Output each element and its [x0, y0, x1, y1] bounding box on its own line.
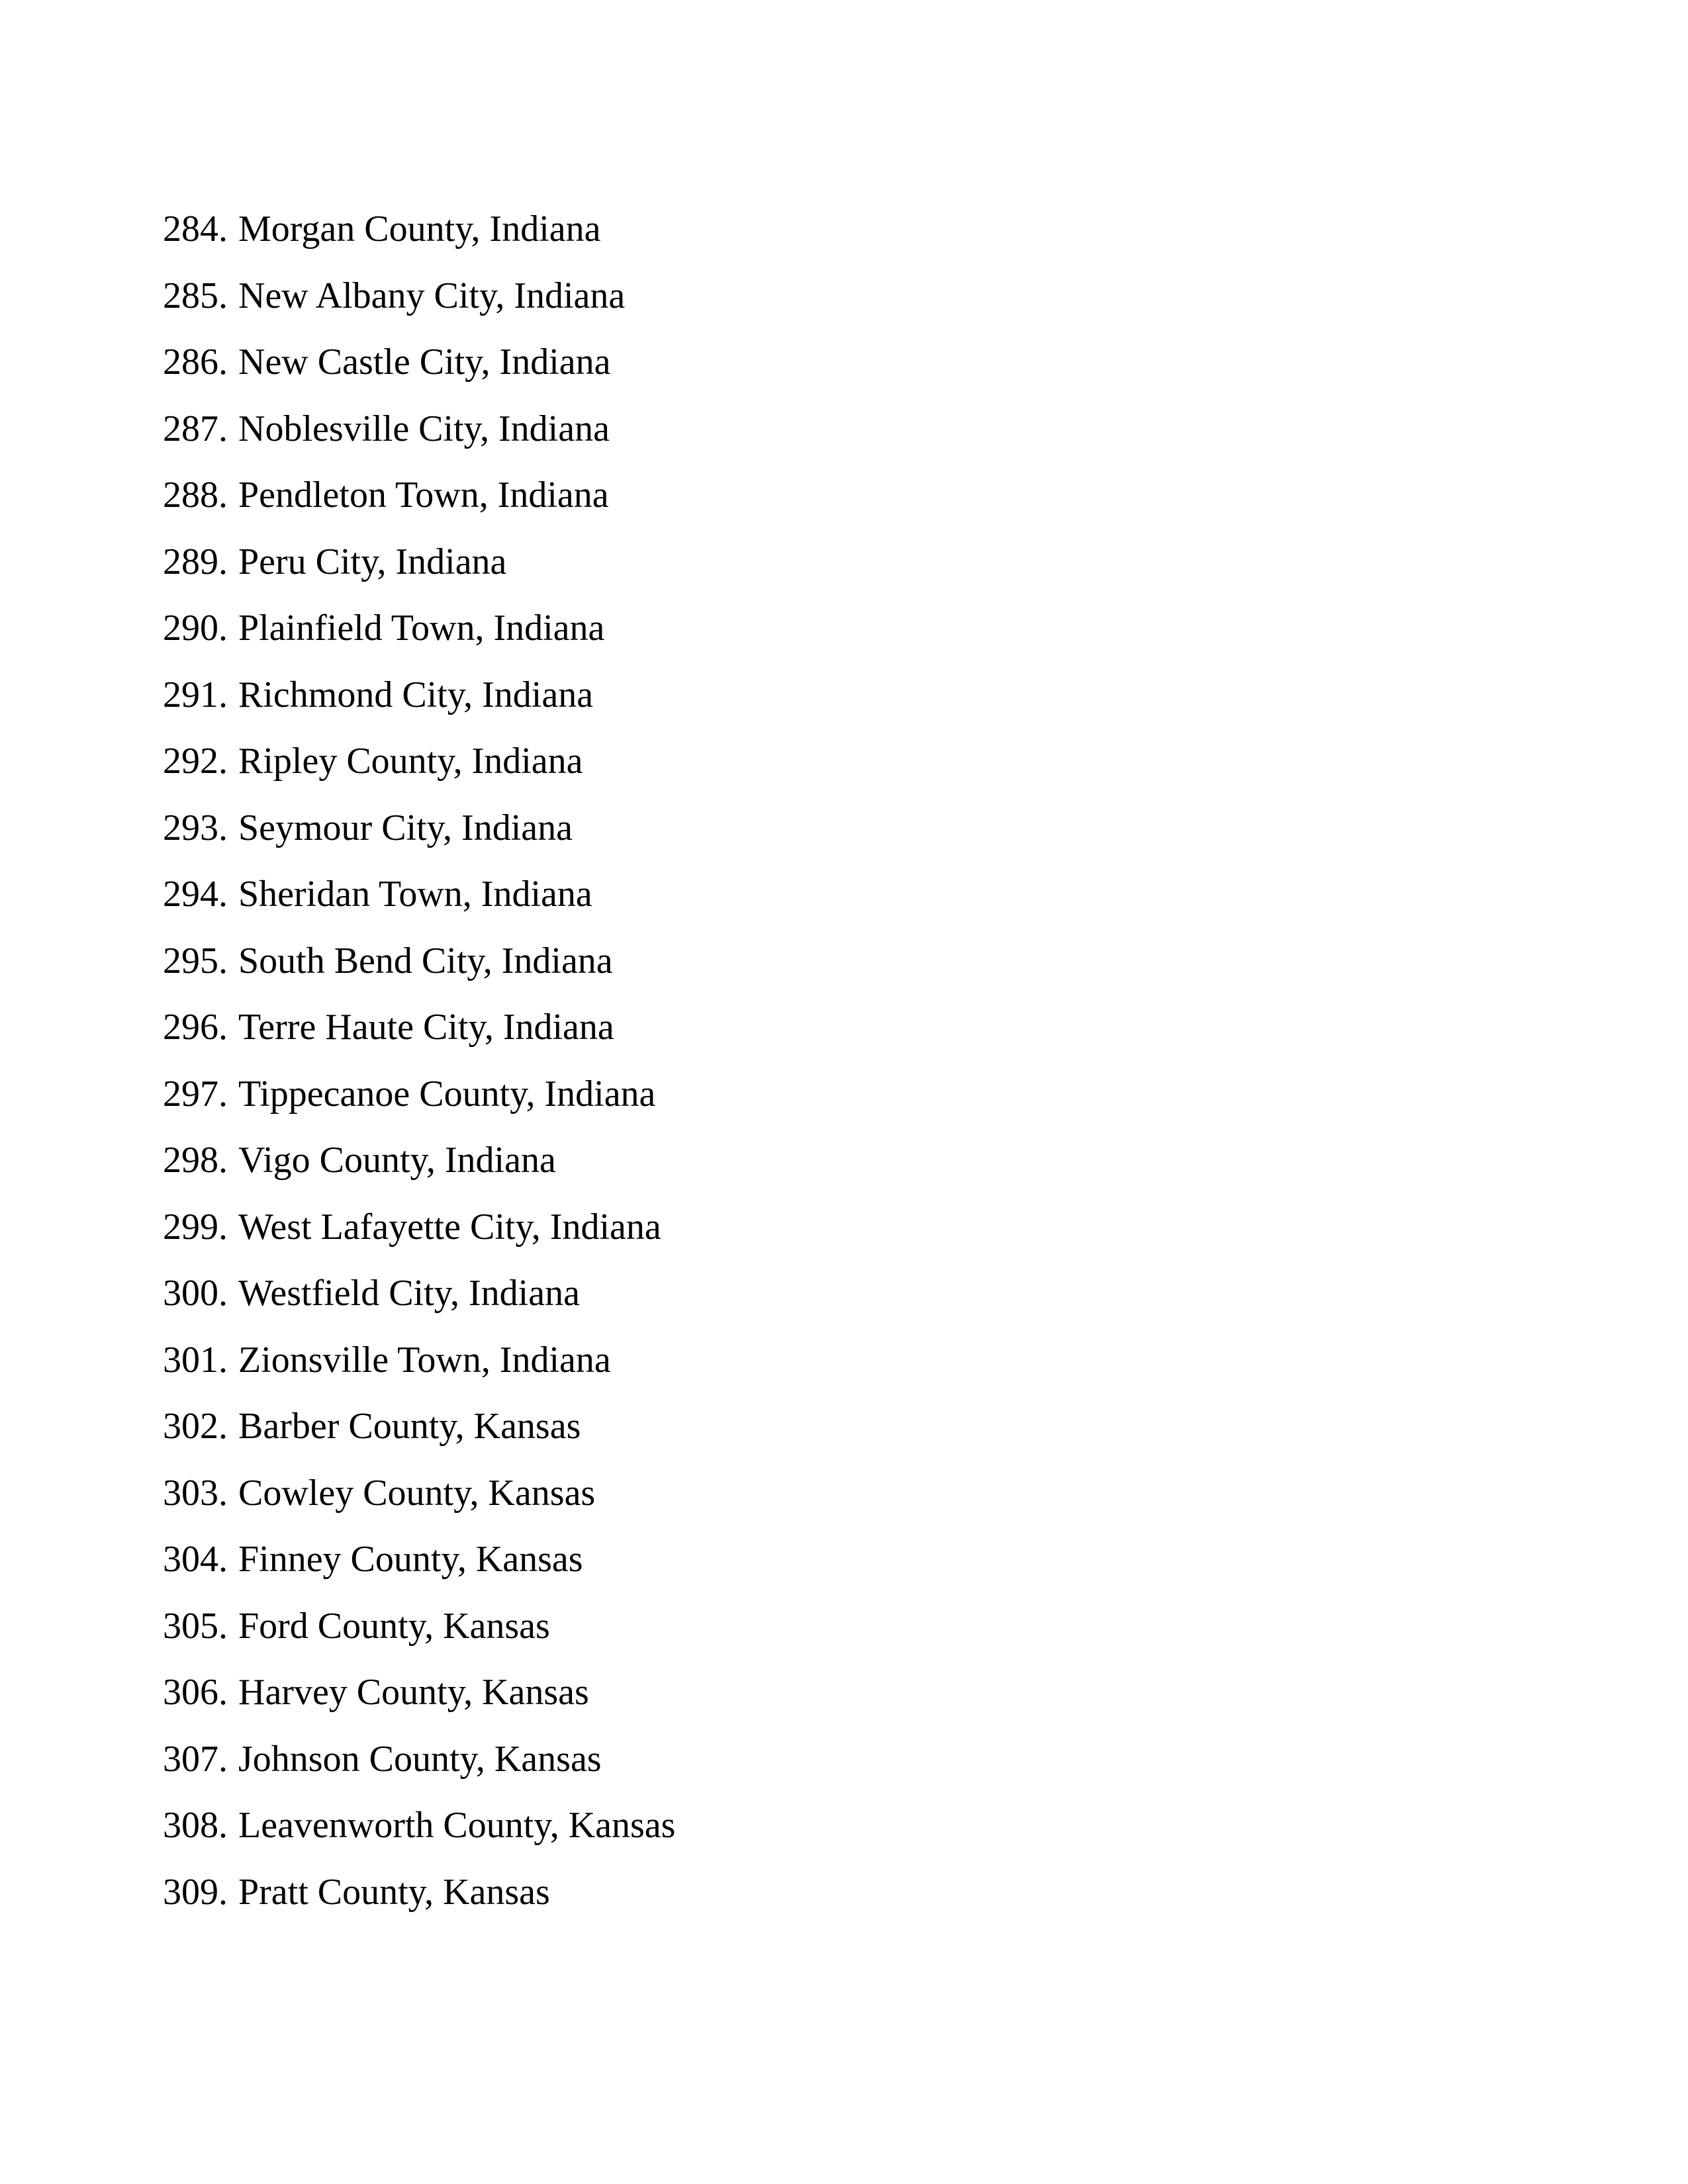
- list-item: [163, 1327, 675, 1394]
- list-item-text: Sheridan Town, Indiana: [238, 874, 592, 915]
- list-item: [163, 1593, 675, 1660]
- list-item: [163, 1460, 675, 1527]
- list-item-text: New Albany City, Indiana: [238, 275, 626, 316]
- list-item-text: Morgan County, Indiana: [238, 208, 601, 250]
- list-item-number: 305.: [163, 1605, 228, 1647]
- list-item: [163, 728, 675, 795]
- list-item: [163, 1061, 675, 1128]
- list-item: [163, 1659, 675, 1726]
- list-item: [163, 861, 675, 928]
- list-item-number: 301.: [163, 1339, 228, 1381]
- list-item-text: Ford County, Kansas: [238, 1605, 550, 1647]
- list-item-text: Terre Haute City, Indiana: [238, 1007, 614, 1048]
- list-item-text: Peru City, Indiana: [238, 541, 507, 582]
- list-item-text: South Bend City, Indiana: [238, 940, 613, 981]
- list-item: [163, 994, 675, 1061]
- list-item-text: Richmond City, Indiana: [238, 674, 594, 715]
- list-item: [163, 795, 675, 862]
- list-item: [163, 1393, 675, 1460]
- list-item-text: Pratt County, Kansas: [238, 1871, 550, 1913]
- list-item-number: 300.: [163, 1273, 228, 1314]
- list-item: [163, 462, 675, 529]
- list-item-number: 306.: [163, 1672, 228, 1713]
- list-item-number: 285.: [163, 275, 228, 316]
- list-item-number: 287.: [163, 408, 228, 449]
- list-item: [163, 928, 675, 995]
- list-item-number: 307.: [163, 1738, 228, 1780]
- list-item: [163, 1260, 675, 1327]
- list-item: [163, 662, 675, 729]
- list-item: [163, 329, 675, 396]
- list-item-text: Pendleton Town, Indiana: [238, 475, 609, 516]
- list-item-text: Westfield City, Indiana: [238, 1273, 580, 1314]
- list-item-number: 303.: [163, 1472, 228, 1514]
- list-item: [163, 1726, 675, 1793]
- list-item: [163, 1127, 675, 1194]
- list-item-number: 291.: [163, 674, 228, 715]
- list-item-number: 290.: [163, 608, 228, 649]
- list-item-number: 308.: [163, 1805, 228, 1846]
- list-item: [163, 263, 675, 330]
- list-item: [163, 1526, 675, 1593]
- list-item-number: 295.: [163, 940, 228, 981]
- list-item-text: New Castle City, Indiana: [238, 341, 611, 383]
- list-item-number: 299.: [163, 1206, 228, 1248]
- list-item: [163, 1792, 675, 1859]
- list-item-number: 304.: [163, 1539, 228, 1580]
- list-item-text: Harvey County, Kansas: [238, 1672, 589, 1713]
- list-item-text: Vigo County, Indiana: [238, 1140, 556, 1181]
- list-item-text: Noblesville City, Indiana: [238, 408, 610, 449]
- list-item-text: Ripley County, Indiana: [238, 741, 583, 782]
- list-item-number: 294.: [163, 874, 228, 915]
- list-item-text: Tippecanoe County, Indiana: [238, 1073, 656, 1115]
- list-item-number: 293.: [163, 807, 228, 848]
- list-item-text: Barber County, Kansas: [238, 1406, 581, 1447]
- list-item-text: Seymour City, Indiana: [238, 807, 573, 848]
- list-item-number: 284.: [163, 208, 228, 250]
- list-item-number: 292.: [163, 741, 228, 782]
- list-item: [163, 529, 675, 596]
- list-item: [163, 196, 675, 263]
- list-item-number: 286.: [163, 341, 228, 383]
- list-item: [163, 396, 675, 463]
- list-item-number: 298.: [163, 1140, 228, 1181]
- list-item-text: Johnson County, Kansas: [238, 1738, 602, 1780]
- list-item-text: Leavenworth County, Kansas: [238, 1805, 676, 1846]
- list-item: [163, 1194, 675, 1261]
- list-item: [163, 1859, 675, 1926]
- list-item-number: 288.: [163, 475, 228, 516]
- list-item: [163, 595, 675, 662]
- list-item-number: 309.: [163, 1871, 228, 1913]
- list-item-text: Cowley County, Kansas: [238, 1472, 596, 1514]
- list-item-text: Zionsville Town, Indiana: [238, 1339, 611, 1381]
- list-item-number: 302.: [163, 1406, 228, 1447]
- list-item-text: West Lafayette City, Indiana: [238, 1206, 661, 1248]
- list-item-text: Plainfield Town, Indiana: [238, 608, 605, 649]
- list-item-text: Finney County, Kansas: [238, 1539, 583, 1580]
- list-item-number: 289.: [163, 541, 228, 582]
- list-item-number: 297.: [163, 1073, 228, 1115]
- numbered-list: [163, 196, 675, 1925]
- list-item-number: 296.: [163, 1007, 228, 1048]
